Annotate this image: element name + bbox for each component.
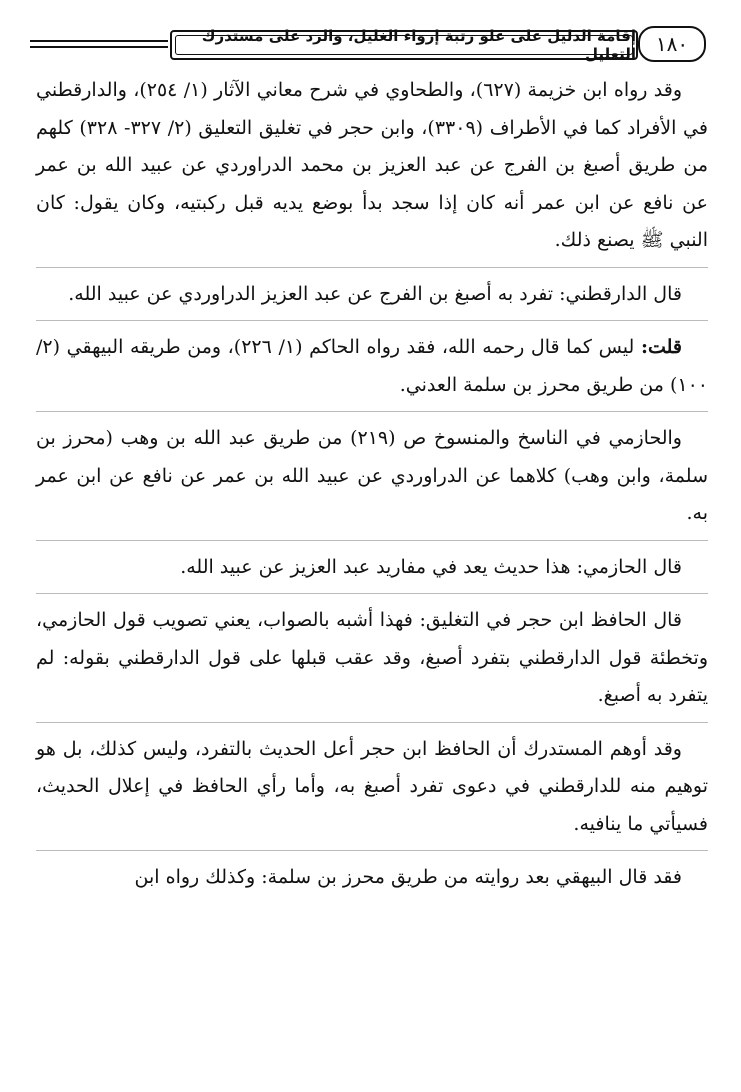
running-title xyxy=(170,27,638,63)
running-title-text: إقامة الدليل على علو رتبة إرواء الغليل، والرد على مستدرك التعليل xyxy=(201,27,636,63)
paragraph: قال الحازمي: هذا حديث يعد في مفاريد عبد العزيز عن عبيد الله. xyxy=(180,555,682,578)
paragraph: فقد قال البيهقي بعد روايته من طريق محرز بن سلمة: وكذلك رواه ابن xyxy=(134,866,682,888)
paragraph-divider xyxy=(36,593,708,594)
paragraph: قال الدارقطني: تفرد به أصبغ بن الفرج عن عبد العزيز الدراوردي عن عبيد الله. xyxy=(68,282,682,305)
qult-label: قلت: xyxy=(640,336,682,358)
paragraph: قال الحافظ ابن حجر في التغليق: فهذا أشبه بالصواب، يعني تصويب قول الحازمي، وتخطئة قول الدارقطني بتفرد أصبغ، وقد عقب قبلها على قول الدارقطني بقوله: لم يتفرد به أصبغ. xyxy=(36,609,708,706)
paragraph-with-qult xyxy=(36,329,708,404)
paragraph-divider xyxy=(36,540,708,541)
header-rule xyxy=(30,46,168,48)
page-number-box xyxy=(638,26,706,62)
paragraph-divider xyxy=(36,411,708,412)
paragraph: والحازمي في الناسخ والمنسوخ ص (٢١٩) من طريق عبد الله بن وهب (محرز بن سلمة، وابن وهب) كلاهما عن الدراوردي عن عبيد الله بن عمر عن نافع عن ابن عمر به. xyxy=(36,427,708,524)
paragraph: وقد أوهم المستدرك أن الحافظ ابن حجر أعل الحديث بالتفرد، وليس كذلك، بل هو توهيم منه للدارقطني في دعوى تفرد أصبغ به، وأما رأي الحافظ في إعلال الحديث، فسيأتي ما ينافيه. xyxy=(36,737,708,835)
paragraph-divider xyxy=(36,320,708,321)
paragraph-divider xyxy=(36,850,708,851)
paragraph-divider xyxy=(36,267,708,268)
page-number: ١٨٠ xyxy=(655,32,689,56)
page-body xyxy=(36,72,708,897)
page-header xyxy=(30,28,720,64)
paragraph-text: ليس كما قال رحمه الله، فقد رواه الحاكم (١/ ٢٢٦)، ومن طريقه البيهقي (٢/ ١٠٠) من طريق محرز بن سلمة العدني. xyxy=(36,336,708,396)
paragraph-divider xyxy=(36,722,708,723)
header-rule xyxy=(30,40,168,42)
paragraph: وقد رواه ابن خزيمة (٦٢٧)، والطحاوي في شرح معاني الآثار (١/ ٢٥٤)، والدارقطني في الأفراد كما في الأطراف (٣٣٠٩)، وابن حجر في تغليق التعليق (٢/ ٣٢٧- ٣٢٨) كلهم من طريق أصبغ بن الفرج عن عبد العزيز بن محمد الدراوردي عن عبيد الله بن عمر عن نافع عن ابن عمر أنه كان إذا سجد بدأ بوضع يديه قبل ركبتيه، وكان يقول: كان النبي ﷺ يصنع ذلك. xyxy=(36,79,708,251)
